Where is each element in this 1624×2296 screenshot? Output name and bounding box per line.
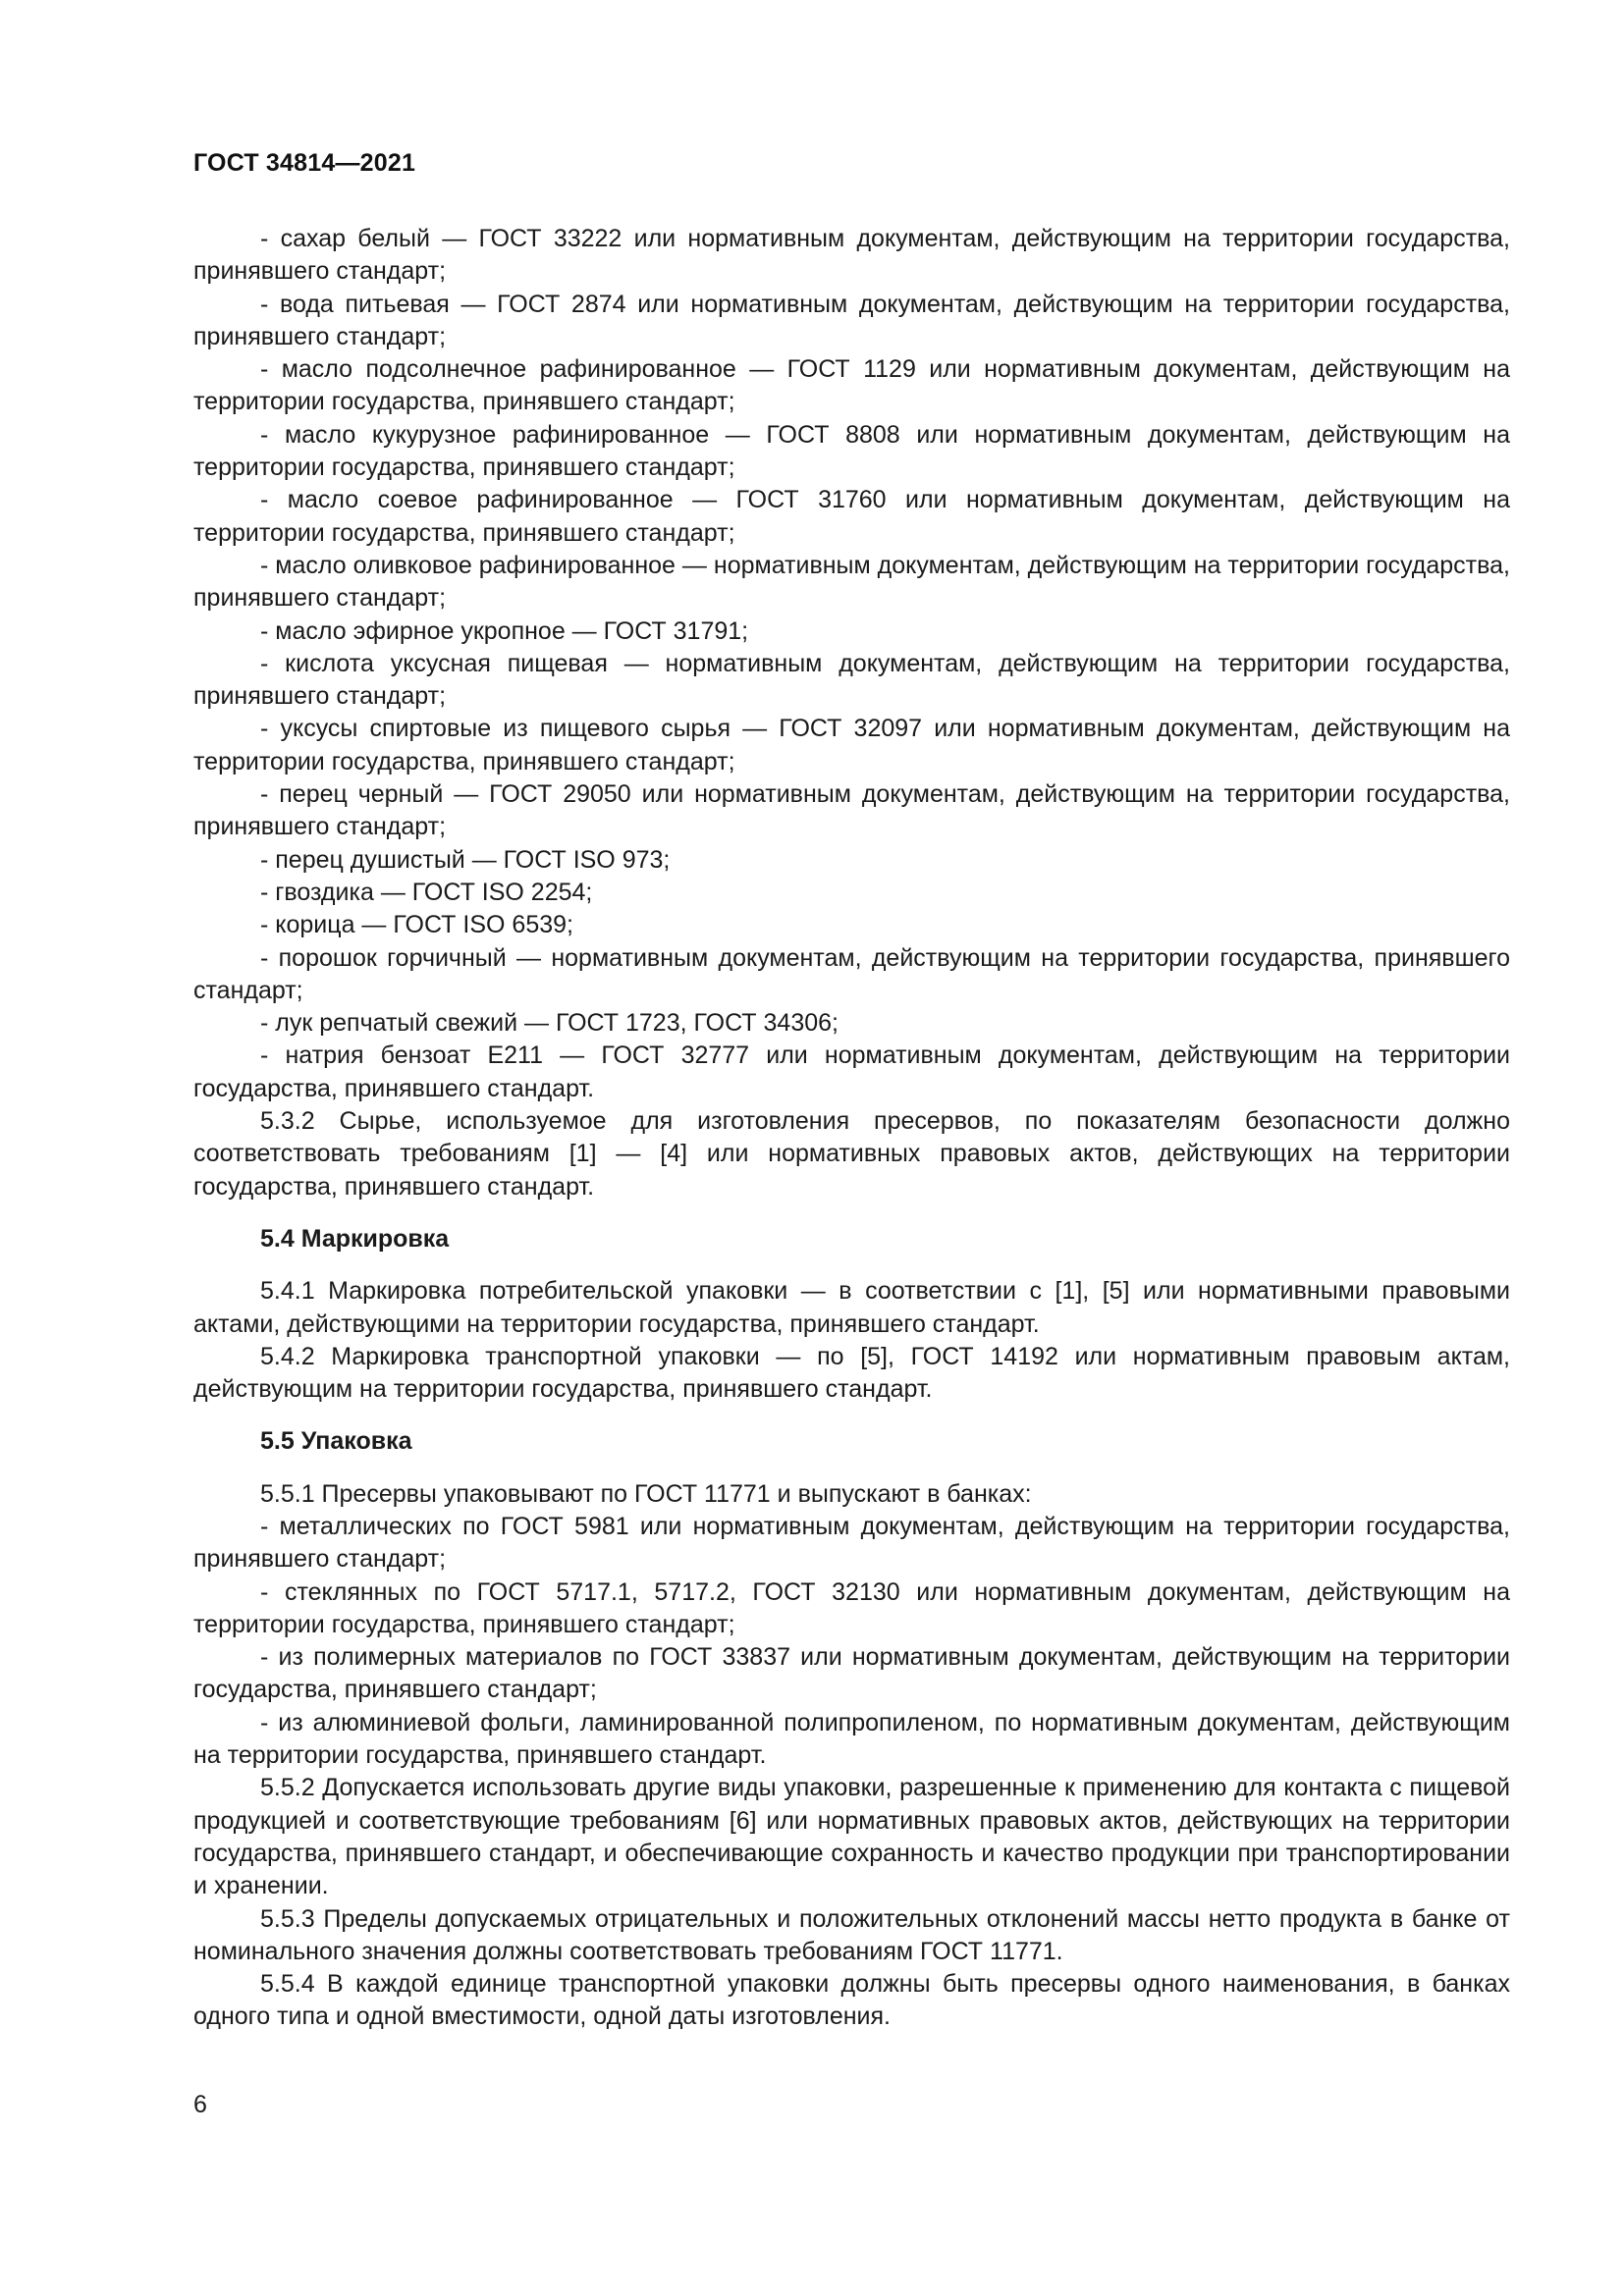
list-item: - из алюминиевой фольги, ламинированной полипропиленом, по нормативным документам, действующим на территории государства, принявшего стандарт.: [193, 1708, 1510, 1770]
list-item: - вода питьевая — ГОСТ 2874 или нормативным документам, действующим на территории государства, принявшего стандарт;: [193, 290, 1510, 350]
document-body: [193, 223, 1510, 2034]
list-item: - масло оливковое рафинированное — нормативным документам, действующим на территории государства, принявшего стандарт;: [193, 551, 1510, 613]
list-item: - масло соевое рафинированное — ГОСТ 31760 или нормативным документам, действующим на территории государства, принявшего стандарт;: [193, 486, 1510, 547]
list-item: - кислота уксусная пищевая — нормативным документам, действующим на территории государства, принявшего стандарт;: [193, 649, 1510, 711]
list-item: - перец душистый — ГОСТ ISO 973;: [260, 845, 671, 874]
list-item: - натрия бензоат Е211 — ГОСТ 32777 или нормативным документам, действующим на территории государства, принявшего стандарт.: [193, 1041, 1510, 1102]
list-item: - металлических по ГОСТ 5981 или нормативным документам, действующим на территории государства, принявшего стандарт;: [193, 1512, 1510, 1574]
list-item: - уксусы спиртовые из пищевого сырья — ГОСТ 32097 или нормативным документам, действующим на территории государства, принявшего стандарт;: [193, 715, 1510, 775]
list-item: - из полимерных материалов по ГОСТ 33837 или нормативным документам, действующим на территории государства, принявшего стандарт;: [193, 1643, 1510, 1704]
list-item: - перец черный — ГОСТ 29050 или нормативным документам, действующим на территории государства, принявшего стандарт;: [193, 780, 1510, 841]
section-heading-packaging: 5.5 Упаковка: [260, 1427, 412, 1456]
document-header: ГОСТ 34814—2021: [193, 149, 416, 177]
list-item: - лук репчатый свежий — ГОСТ 1723, ГОСТ 34306;: [260, 1009, 839, 1038]
section-heading-marking: 5.4 Маркировка: [260, 1224, 450, 1253]
paragraph-5-5-4: 5.5.4 В каждой единице транспортной упаковки должны быть пресервы одного наименования, в банках одного типа и одной вместимости, одной даты изготовления.: [193, 1970, 1510, 2031]
list-item: - стеклянных по ГОСТ 5717.1, 5717.2, ГОСТ 32130 или нормативным документам, действующим на территории государства, принявшего стандарт;: [193, 1577, 1510, 1638]
paragraph-5-5-1: 5.5.1 Пресервы упаковывают по ГОСТ 11771 и выпускают в банках:: [260, 1479, 1032, 1508]
list-item: - масло эфирное укропное — ГОСТ 31791;: [260, 616, 749, 645]
page-number: 6: [193, 2091, 207, 2118]
paragraph-5-5-2: 5.5.2 Допускается использовать другие виды упаковки, разрешенные к применению для контакта с пищевой продукцией и соответствующие требованиям [6] или нормативных правовых актов, действующих на территории государства, принявшего стандарт, и обеспечивающие сохранность и качество продукции при транспортировании и хранении.: [193, 1774, 1510, 1900]
list-item: - масло кукурузное рафинированное — ГОСТ 8808 или нормативным документам, действующим на территории государства, принявшего стандарт;: [193, 420, 1510, 482]
list-item: - гвоздика — ГОСТ ISO 2254;: [260, 878, 593, 906]
paragraph-5-4-1: 5.4.1 Маркировка потребительской упаковки — в соответствии с [1], [5] или нормативными правовыми актами, действующими на территории государства, принявшего стандарт.: [193, 1277, 1510, 1338]
paragraph-5-3-2: 5.3.2 Сырье, используемое для изготовления пресервов, по показателям безопасности должно соответствовать требованиям [1] — [4] или нормативных правовых актов, действующих на территории государства, принявшего стандарт.: [193, 1107, 1510, 1201]
list-item: - сахар белый — ГОСТ 33222 или нормативным документам, действующим на территории государства, принявшего стандарт;: [193, 225, 1510, 286]
paragraph-5-5-3: 5.5.3 Пределы допускаемых отрицательных и положительных отклонений массы нетто продукта в банке от номинального значения должны соответствовать требованиям ГОСТ 11771.: [193, 1904, 1510, 1965]
list-item: - корица — ГОСТ ISO 6539;: [260, 911, 573, 939]
paragraph-5-4-2: 5.4.2 Маркировка транспортной упаковки — по [5], ГОСТ 14192 или нормативным правовым актам, действующим на территории государства, принявшего стандарт.: [193, 1342, 1510, 1404]
list-item: - масло подсолнечное рафинированное — ГОСТ 1129 или нормативным документам, действующим на территории государства, принявшего стандарт;: [193, 355, 1510, 416]
list-item: - порошок горчичный — нормативным документам, действующим на территории государства, принявшего стандарт;: [193, 943, 1510, 1004]
